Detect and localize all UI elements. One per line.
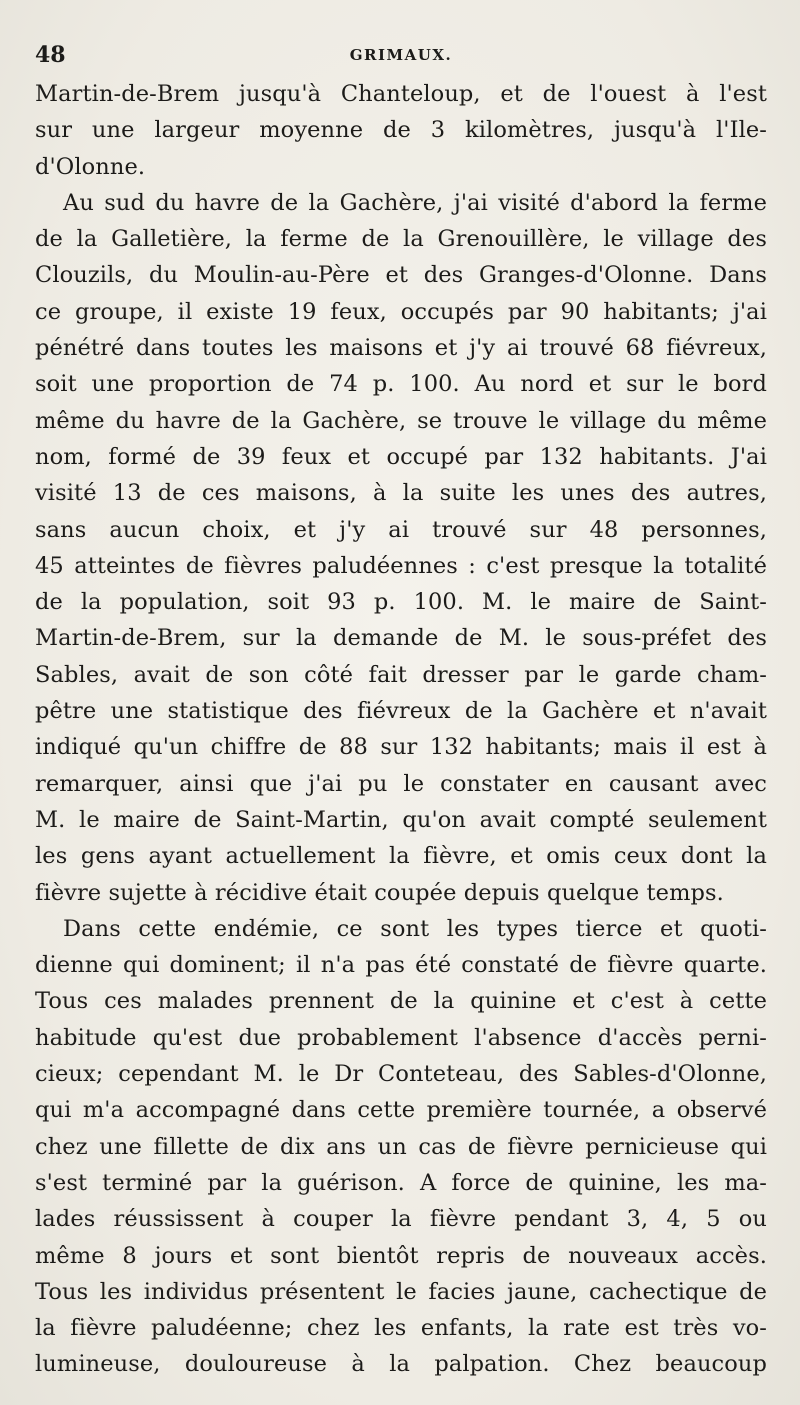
text-line: de la population, soit 93 p. 100. M. le maire de Saint- bbox=[35, 589, 767, 616]
text-line: soit une proportion de 74 p. 100. Au nord et sur le bord bbox=[35, 371, 767, 398]
text-line: Tous ces malades prennent de la quinine et c'est à cette bbox=[35, 988, 767, 1015]
text-line: nom, formé de 39 feux et occupé par 132 habitants. J'ai bbox=[35, 443, 767, 470]
text-line: Martin-de-Brem jusqu'à Chanteloup, et de l'ouest à l'est bbox=[35, 81, 767, 107]
text-line: la fièvre paludéenne; chez les enfants, la rate est très vo- bbox=[35, 1315, 767, 1342]
text-line: de la Galletière, la ferme de la Grenouillère, le village des bbox=[35, 226, 767, 253]
text-line: remarquer, ainsi que j'ai pu le constater en causant avec bbox=[35, 770, 767, 797]
text-line: cieux; cependant M. le Dr Conteteau, des Sables-d'Olonne, bbox=[35, 1061, 767, 1088]
text-line: même du havre de la Gachère, se trouve le village du même bbox=[35, 407, 767, 434]
text-line: sur une largeur moyenne de 3 kilomètres, jusqu'à l'Ile- bbox=[35, 117, 767, 144]
text-line: M. le maire de Saint-Martin, qu'on avait compté seulement bbox=[35, 806, 767, 833]
text-line: pénétré dans toutes les maisons et j'y ai trouvé 68 fiévreux, bbox=[35, 335, 767, 362]
text-line: chez une fillette de dix ans un cas de fièvre pernicieuse qui bbox=[35, 1133, 767, 1160]
text-line: Clouzils, du Moulin-au-Père et des Granges-d'Olonne. Dans bbox=[35, 262, 767, 289]
running-head: GRIMAUX. bbox=[349, 46, 453, 64]
page-header bbox=[35, 40, 767, 70]
body-text bbox=[35, 76, 767, 1383]
text-line: Tous les individus présentent le facies jaune, cachectique de bbox=[35, 1278, 767, 1305]
text-line: même 8 jours et sont bientôt repris de nouveaux accès. bbox=[35, 1242, 767, 1269]
text-line: lumineuse, douloureuse à la palpation. Chez beaucoup bbox=[35, 1351, 767, 1378]
text-line: indiqué qu'un chiffre de 88 sur 132 habitants; mais il est à bbox=[35, 734, 767, 761]
page-number: 48 bbox=[35, 42, 66, 68]
text-line: 45 atteintes de fièvres paludéennes : c'est presque la totalité bbox=[35, 552, 767, 579]
text-line: dienne qui dominent; il n'a pas été constaté de fièvre quarte. bbox=[35, 952, 767, 979]
text-line: Martin-de-Brem, sur la demande de M. le sous-préfet des bbox=[35, 625, 767, 652]
text-line: fièvre sujette à récidive était coupée depuis quelque temps. bbox=[35, 879, 724, 906]
text-line: Au sud du havre de la Gachère, j'ai visité d'abord la ferme bbox=[63, 189, 767, 216]
text-line: habitude qu'est due probablement l'absence d'accès perni- bbox=[35, 1024, 767, 1051]
text-line: pêtre une statistique des fiévreux de la Gachère et n'avait bbox=[35, 698, 767, 725]
text-line: Dans cette endémie, ce sont les types tierce et quoti- bbox=[63, 915, 767, 942]
text-line: les gens ayant actuellement la fièvre, et omis ceux dont la bbox=[35, 843, 767, 870]
text-line: d'Olonne. bbox=[35, 153, 146, 180]
text-line: Sables, avait de son côté fait dresser par le garde cham- bbox=[35, 661, 767, 688]
text-line: ce groupe, il existe 19 feux, occupés par 90 habitants; j'ai bbox=[35, 298, 767, 325]
text-line: qui m'a accompagné dans cette première tournée, a observé bbox=[35, 1097, 767, 1124]
text-line: sans aucun choix, et j'y ai trouvé sur 48 personnes, bbox=[35, 516, 767, 543]
text-line: lades réussissent à couper la fièvre pendant 3, 4, 5 ou bbox=[35, 1206, 767, 1233]
text-line: visité 13 de ces maisons, à la suite les unes des autres, bbox=[35, 480, 767, 507]
text-line: s'est terminé par la guérison. A force de quinine, les ma- bbox=[35, 1169, 767, 1196]
